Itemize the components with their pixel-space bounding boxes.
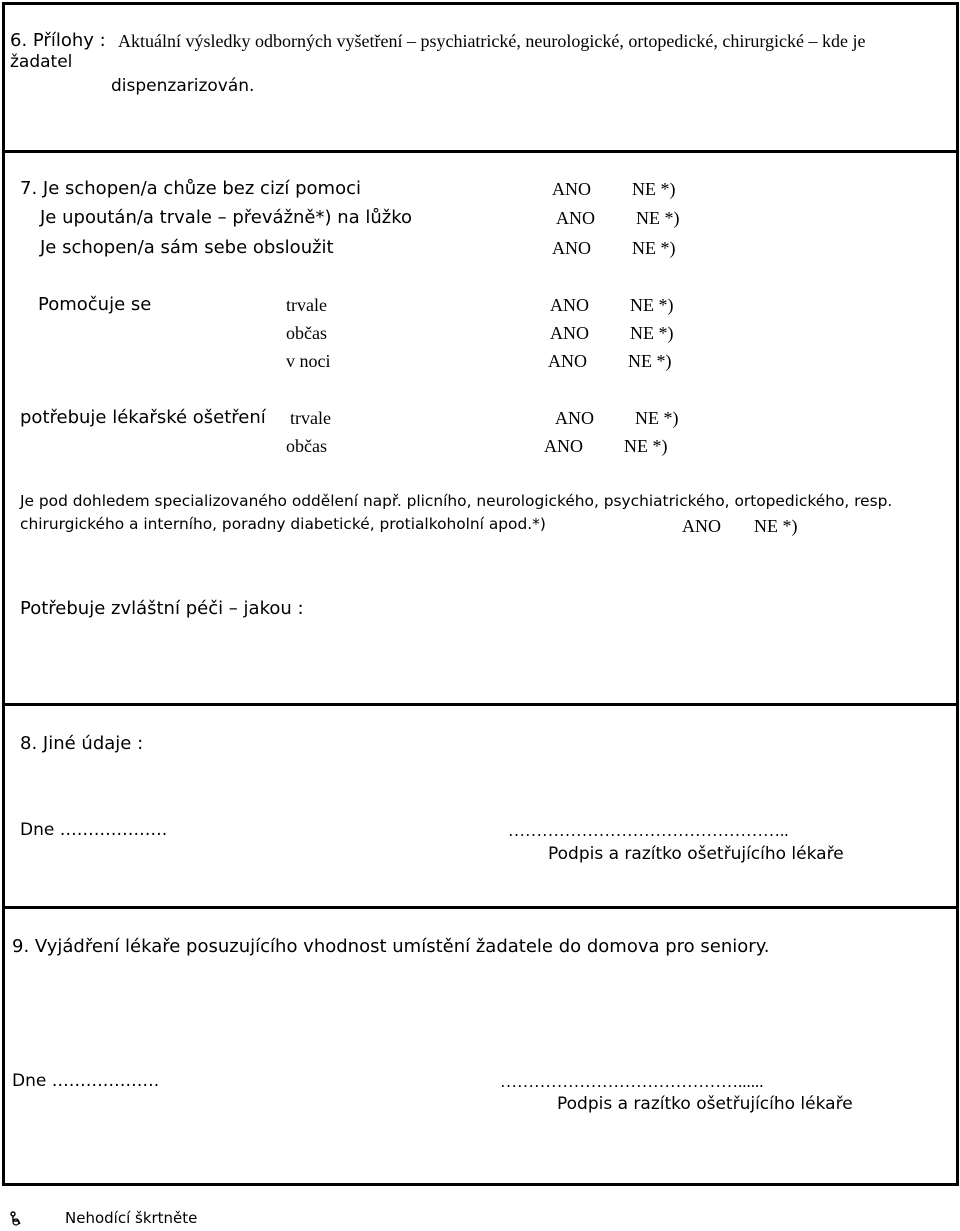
q-medical-care-label: potřebuje lékařské ošetření [20, 407, 266, 428]
section6-text-cont: žadatel [10, 52, 73, 72]
medical-when-sometimes: občas [286, 436, 327, 456]
section8-date-field[interactable]: Dne ………………. [20, 820, 168, 840]
section9-signature-line[interactable]: ……………………………………...... [500, 1072, 764, 1091]
section6-text-end: dispenzarizován. [111, 76, 255, 96]
medical-when-always: trvale [290, 408, 331, 428]
medical-always-yes[interactable]: ANO [555, 408, 594, 428]
q-bed-yes[interactable]: ANO [556, 208, 595, 228]
incontinence-always-no[interactable]: NE *) [630, 295, 674, 315]
incontinence-sometimes-yes[interactable]: ANO [550, 323, 589, 343]
section6-label: 6. Přílohy : [10, 30, 106, 51]
q-incontinence-label: Pomočuje se [38, 294, 152, 315]
q-supervision-line1: Je pod dohledem specializovaného oddělení např. plicního, neurologického, psychiatrického, ortopedického, resp. [20, 492, 893, 510]
medical-sometimes-no[interactable]: NE *) [624, 436, 668, 456]
section9-title: 9. Vyjádření lékaře posuzujícího vhodnost umístění žadatele do domova pro seniory. [12, 936, 770, 957]
divider-6-7 [2, 150, 957, 153]
divider-8-9 [2, 906, 957, 909]
section8-title: 8. Jiné údaje : [20, 733, 144, 754]
q-selfcare-label: Je schopen/a sám sebe obsloužit [40, 237, 334, 258]
q-supervision-line2: chirurgického a interního, poradny diabetické, protialkoholní apod.*) [20, 515, 546, 533]
section8-signature-label: Podpis a razítko ošetřujícího lékaře [548, 844, 844, 864]
q-selfcare-no[interactable]: NE *) [632, 238, 676, 258]
section9-date-field[interactable]: Dne ………………. [12, 1071, 160, 1091]
q-walk-no[interactable]: NE *) [632, 179, 676, 199]
supervision-yes[interactable]: ANO [682, 516, 721, 536]
medical-sometimes-yes[interactable]: ANO [544, 436, 583, 456]
q-bed-no[interactable]: NE *) [636, 208, 680, 228]
incontinence-when-always: trvale [286, 295, 327, 315]
divider-7-8 [2, 703, 957, 706]
incontinence-when-night: v noci [286, 351, 331, 371]
incontinence-night-no[interactable]: NE *) [628, 351, 672, 371]
incontinence-when-sometimes: občas [286, 323, 327, 343]
section8-signature-line[interactable]: ………………………………………….. [508, 821, 789, 840]
q-bed-label: Je upoután/a trvale – převážně*) na lůžko [40, 207, 413, 228]
q-selfcare-yes[interactable]: ANO [552, 238, 591, 258]
q-walk-yes[interactable]: ANO [552, 179, 591, 199]
q-special-care-label: Potřebuje zvláštní péči – jakou : [20, 598, 304, 619]
section6-text: Aktuální výsledky odborných vyšetření – psychiatrické, neurologické, ortopedické, chirurgické – kde je [118, 31, 866, 51]
supervision-no[interactable]: NE *) [754, 516, 798, 536]
footnote-text: Nehodící škrtněte [65, 1209, 198, 1227]
medical-always-no[interactable]: NE *) [635, 408, 679, 428]
incontinence-night-yes[interactable]: ANO [548, 351, 587, 371]
section9-signature-label: Podpis a razítko ošetřujícího lékaře [557, 1094, 853, 1114]
q-walk-label: 7. Je schopen/a chůze bez cizí pomoci [20, 178, 361, 199]
incontinence-always-yes[interactable]: ANO [550, 295, 589, 315]
incontinence-sometimes-no[interactable]: NE *) [630, 323, 674, 343]
